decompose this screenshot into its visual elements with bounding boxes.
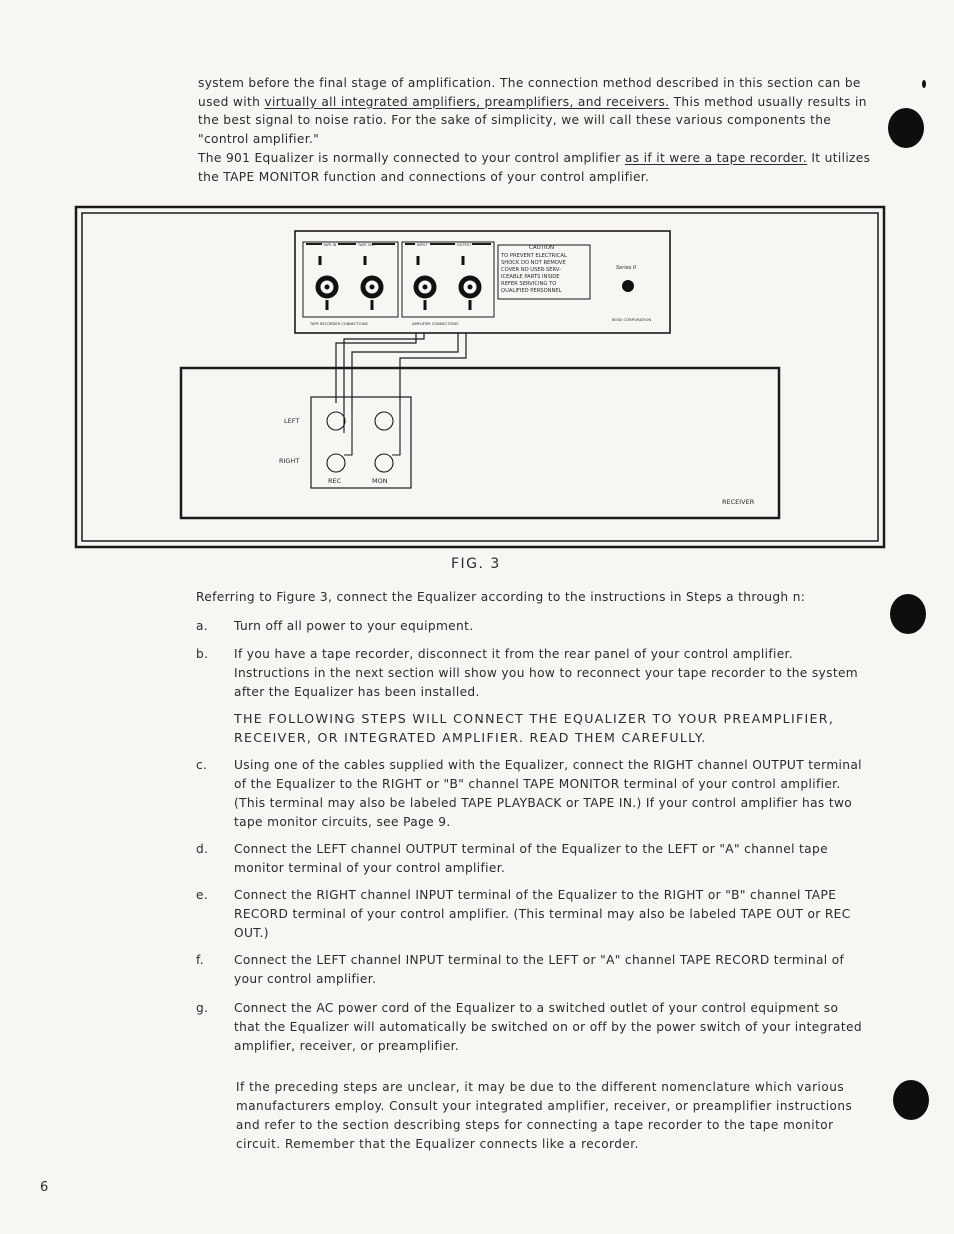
label-right: RIGHT	[279, 457, 300, 465]
label-receiver: RECEIVER	[722, 498, 755, 506]
caution-title: CAUTION	[529, 245, 555, 251]
binder-hole	[893, 1080, 929, 1120]
step-text: Connect the LEFT channel INPUT terminal to the LEFT or "A" channel TAPE RECORD terminal of your control amplifier.	[234, 953, 845, 986]
rec-left-jack	[327, 412, 345, 430]
equalizer-rear-panel	[295, 231, 670, 333]
step-letter: b.	[196, 647, 209, 661]
label-rec: REC	[328, 477, 342, 485]
output-jacks	[461, 256, 479, 310]
step-text: Turn off all power to your equipment.	[234, 619, 474, 633]
input-jacks	[416, 256, 434, 310]
receiver-jack-panel	[311, 397, 411, 488]
step-letter: g.	[196, 1001, 209, 1015]
figure-caption: FIG. 3	[451, 556, 501, 572]
step-text: Connect the RIGHT channel INPUT terminal of the Equalizer to the RIGHT or "B" channel TAPE RECORD terminal of your control amplifier. (This terminal may also be labeled TAPE OUT or REC OUT.)	[234, 888, 851, 940]
label-tape-in: TAPE IN	[323, 243, 337, 247]
step-letter: d.	[196, 842, 209, 856]
figure-outer-frame	[76, 207, 884, 547]
caution-line: QUALIFIED PERSONNEL	[501, 288, 562, 294]
figure-inner-frame	[82, 213, 878, 541]
step-letter: f.	[196, 953, 204, 967]
binder-hole	[888, 108, 924, 148]
bose-label: BOSE CORPORATION	[612, 317, 652, 322]
paragraph-connection-method: system before the final stage of amplification. The connection method described in this section can be used with virtually all integrated amplifiers, preamplifiers, and receivers. This method usually results in the best signal to noise ratio. For the sake of simplicity, we will call these various components the "control amplifier."	[198, 76, 867, 146]
step-letter: c.	[196, 758, 208, 772]
caution-line: SHOCK DO NOT REMOVE	[501, 260, 566, 266]
series-label: Series II	[616, 265, 636, 271]
label-input: INPUT	[417, 243, 428, 247]
connection-cables	[336, 333, 466, 411]
important-notice: THE FOLLOWING STEPS WILL CONNECT THE EQUALIZER TO YOUR PREAMPLIFIER, RECEIVER, OR INTEGRATED AMPLIFIER. READ THEM CAREFULLY.	[234, 711, 835, 745]
tape-recorder-jack-group	[303, 242, 398, 317]
step-letter: a.	[196, 619, 209, 633]
step-letter: e.	[196, 888, 209, 902]
label-tape-out: TAPE OUT	[358, 243, 376, 247]
caution-line: COVER NO USER-SERV-	[501, 267, 561, 273]
label-output: OUTPUT	[457, 243, 472, 247]
steps-intro: Referring to Figure 3, connect the Equalizer according to the instructions in Steps a through n:	[196, 590, 806, 604]
caution-line: TO PREVENT ELECTRICAL	[501, 253, 567, 259]
page-number: 6	[40, 1180, 49, 1195]
mon-left-jack	[375, 412, 393, 430]
step-text: If you have a tape recorder, disconnect it from the rear panel of your control amplifier. Instructions in the next section will show you how to reconnect your tape recorder to the system after the Equalizer has been installed.	[234, 647, 859, 699]
tape-in-jacks	[318, 256, 336, 310]
caution-lines	[500, 253, 567, 294]
step-text: Connect the LEFT channel OUTPUT terminal of the Equalizer to the LEFT or "A" channel tape monitor terminal of your control amplifier.	[234, 842, 828, 875]
caption-tape-recorder-connections: TAPE RECORDER CONNECTIONS	[310, 322, 368, 326]
caution-line: REFER SERVICING TO	[501, 281, 557, 287]
scan-mark	[922, 80, 926, 88]
receiver-panel	[181, 368, 779, 518]
caption-amplifier-connections: AMPLIFIER CONNECTIONS	[412, 322, 459, 326]
caution-line: ICEABLE PARTS INSIDE	[501, 274, 560, 280]
closing-note: If the preceding steps are unclear, it may be due to the different nomenclature which various manufacturers employ. Consult your integrated amplifier, receiver, or preamplifier instructions and refer to the section describing steps for connecting a tape recorder to the tape monitor circuit. Remember that the Equalizer connects like a recorder.	[236, 1080, 853, 1151]
label-left: LEFT	[284, 417, 300, 425]
binder-hole	[890, 594, 926, 634]
paragraph-tape-monitor: The 901 Equalizer is normally connected to your control amplifier as if it were a tape recorder. It utilizes the TAPE MONITOR function and connections of your control amplifier.	[198, 151, 871, 184]
mon-right-jack	[375, 454, 393, 472]
label-mon: MON	[372, 477, 388, 485]
amplifier-jack-group	[402, 242, 494, 317]
figure-3-diagram	[74, 205, 886, 550]
step-text: Connect the AC power cord of the Equalizer to a switched outlet of your control equipment so that the Equalizer will automatically be switched on or off by the power switch of your integrated amplifier, receiver, or preamplifier.	[234, 1001, 862, 1053]
tape-out-jacks	[363, 256, 381, 310]
step-text: Using one of the cables supplied with the Equalizer, connect the RIGHT channel OUTPUT terminal of the Equalizer to the RIGHT or "B" channel TAPE MONITOR terminal of your control amplifier. (This terminal may also be labeled TAPE PLAYBACK or TAPE IN.) If your control amplifier has two tape monitor circuits, see Page 9.	[234, 758, 862, 829]
rec-right-jack	[327, 454, 345, 472]
power-indicator-icon	[622, 280, 634, 292]
